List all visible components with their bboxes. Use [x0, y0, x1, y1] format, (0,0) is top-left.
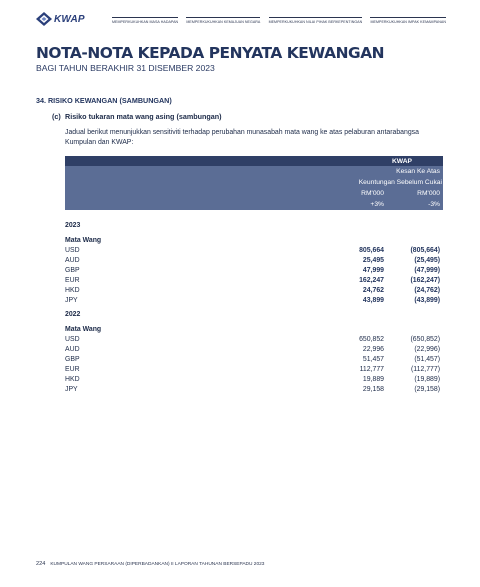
table-row [65, 386, 443, 396]
plus-value-cell: 47,999 [362, 267, 384, 274]
header-unit-plus: RM'000 [361, 190, 384, 197]
table-row [65, 287, 443, 297]
section-heading: 34. RISIKO KEWANGAN (SAMBUNGAN) [36, 96, 172, 105]
nav-item-masa-hadapan[interactable]: MEMPERKUKUHKAN MASA HADAPAN [112, 17, 178, 24]
nav-item-nilai-pihak[interactable]: MEMPERKUKUHKAN NILAI PIHAK BERKEPENTINGAN [269, 17, 363, 24]
currency-cell: HKD [65, 376, 80, 383]
footer-text: KUMPULAN WANG PERSARAAN (DIPERBADANKAN) II LAPORAN TAHUNAN BERSEPADU 2023 [50, 562, 265, 567]
currency-cell: JPY [65, 386, 78, 393]
plus-value-cell: 112,777 [359, 366, 384, 373]
intro-paragraph: Jadual berikut menunjukkan sensitiviti terhadap perubahan munasabah mata wang ke atas pelaburan antarabangsa Kumpulan dan KWAP: [65, 129, 419, 146]
minus-value-cell: (24,762) [414, 287, 440, 294]
table-row [65, 247, 443, 257]
kwap-logo-icon [36, 12, 52, 26]
table-header-band [65, 156, 443, 166]
minus-value-cell: (43,899) [414, 297, 440, 304]
subsection-title: Risiko tukaran mata wang asing (sambungan) [65, 112, 222, 121]
table-row [65, 376, 443, 386]
minus-value-cell: (162,247) [410, 277, 440, 284]
currency-cell: GBP [65, 267, 80, 274]
subsection-number: (c) [52, 112, 61, 121]
plus-value-cell: 22,996 [362, 346, 384, 353]
minus-value-cell: (25,495) [414, 257, 440, 264]
page-subtitle: BAGI TAHUN BERAKHIR 31 DISEMBER 2023 [36, 63, 215, 73]
minus-value-cell: (47,999) [414, 267, 440, 274]
minus-value-cell: (112,777) [411, 366, 440, 373]
minus-value-cell: (22,996) [414, 346, 440, 353]
header-entity: KWAP [391, 157, 412, 165]
header-change-minus: -3% [428, 201, 440, 208]
currency-cell: EUR [65, 277, 80, 284]
table-header [65, 156, 443, 210]
page-footer [36, 561, 264, 567]
table-row [65, 346, 443, 356]
plus-value-cell: 162,247 [359, 277, 384, 284]
currency-cell: AUD [65, 346, 80, 353]
plus-value-cell: 805,664 [359, 247, 384, 254]
header-unit-minus: RM'000 [417, 190, 440, 197]
plus-value-cell: 25,495 [362, 257, 384, 264]
header-change-plus: +3% [370, 201, 384, 208]
page-number: 224 [36, 561, 46, 567]
table-row [65, 356, 443, 366]
plus-value-cell: 51,457 [362, 356, 384, 363]
plus-value-cell: 19,889 [362, 376, 384, 383]
table-row [65, 257, 443, 267]
currency-cell: GBP [65, 356, 80, 363]
table-row [65, 277, 443, 287]
minus-value-cell: (805,664) [410, 247, 440, 254]
table-row [65, 267, 443, 277]
currency-cell: USD [65, 336, 80, 343]
currency-cell: HKD [65, 287, 80, 294]
header-line1: Kesan Ke Atas [396, 168, 440, 175]
minus-value-cell: (19,889) [414, 376, 440, 383]
minus-value-cell: (29,158) [414, 386, 440, 393]
currency-cell: AUD [65, 257, 80, 264]
currency-cell: EUR [65, 366, 80, 373]
header-line2: Keuntungan Sebelum Cukai [358, 179, 442, 186]
page-title: NOTA-NOTA KEPADA PENYATA KEWANGAN [36, 44, 385, 62]
minus-value-cell: (650,852) [410, 336, 440, 343]
plus-value-cell: 29,158 [362, 386, 384, 393]
table-row [65, 336, 443, 346]
currency-cell: USD [65, 247, 80, 254]
currency-cell: JPY [65, 297, 78, 304]
nav-item-kemajuan-negara[interactable]: MEMPERKUKUHKAN KEMAJUAN NEGARA [186, 17, 260, 24]
minus-value-cell: (51,457) [414, 356, 440, 363]
plus-value-cell: 43,899 [362, 297, 384, 304]
header-nav [112, 17, 446, 24]
table-row [65, 297, 443, 307]
group-year: 2022 [65, 311, 81, 318]
logo-text: KWAP [54, 13, 85, 25]
group-label: Mata Wang [65, 326, 102, 333]
table-row [65, 366, 443, 376]
nav-item-impak-kemampanan[interactable]: MEMPERKUKUHKAN IMPAK KEMAMPANAN [370, 17, 446, 24]
kwap-logo [36, 12, 85, 26]
plus-value-cell: 24,762 [362, 287, 384, 294]
group-label: Mata Wang [65, 237, 102, 244]
plus-value-cell: 650,852 [359, 336, 384, 343]
group-year: 2023 [65, 222, 81, 229]
